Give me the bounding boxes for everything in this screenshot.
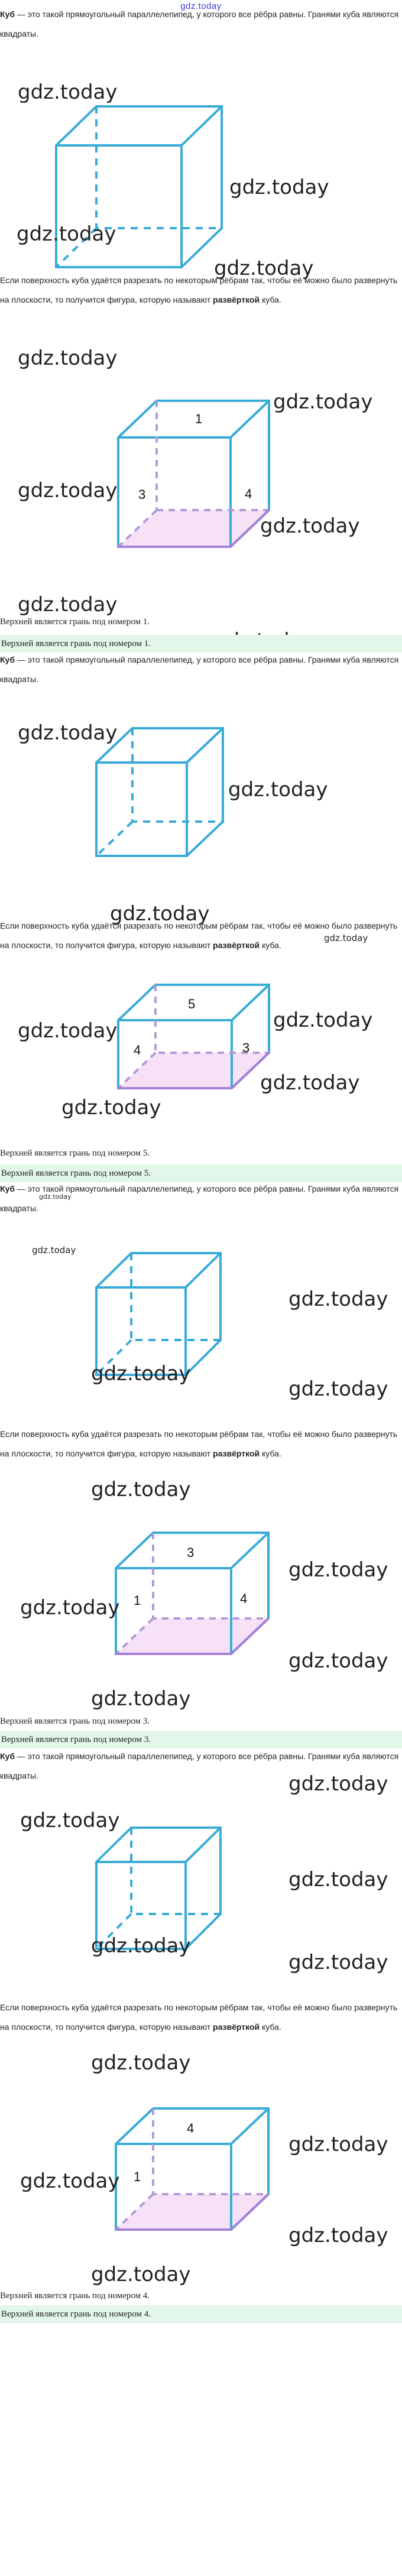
watermark: gdz.today bbox=[20, 1809, 120, 1832]
term-cube: Куб bbox=[0, 655, 15, 664]
face-top-label: 3 bbox=[187, 1545, 194, 1560]
answer-text: Верхней является грань под номером 4. bbox=[0, 2291, 150, 2301]
watermark: gdz.today bbox=[39, 1193, 72, 1201]
unfold-definition: Если поверхность куба удаётся разрезать по некоторым рёбрам так, чтобы её можно было развернуть на плоскости, то получится фигура, которую называют развёрткой куба. bbox=[0, 275, 398, 304]
watermark: gdz.today bbox=[18, 1019, 118, 1043]
watermark: gdz.today bbox=[91, 1934, 191, 1958]
term-unfold: развёрткой bbox=[213, 1449, 260, 1458]
watermark: gdz.today bbox=[18, 593, 118, 617]
term-cube: Куб bbox=[0, 9, 15, 19]
definition-text: — это такой прямоугольный параллелепипед, у которого все рёбра равны. Гранями куба являются квадраты. bbox=[0, 1751, 399, 1780]
answer-banner: Верхней является грань под номером 5. bbox=[0, 1164, 402, 1182]
watermark: gdz.today bbox=[288, 1868, 388, 1892]
watermark: gdz.today bbox=[91, 2263, 191, 2286]
watermark: gdz.today bbox=[288, 1951, 388, 1974]
face-right-label: 4 bbox=[240, 1591, 248, 1606]
unfold-definition: Если поверхность куба удаётся разрезать по некоторым рёбрам так, чтобы её можно было развернуть на плоскости, то получится фигура, которую называют развёрткой куба. bbox=[0, 2003, 398, 2032]
watermark: gdz.today bbox=[91, 1362, 191, 1386]
watermark: gdz.today bbox=[18, 80, 118, 104]
definition-text: — это такой прямоугольный параллелепипед, у которого все рёбра равны. Гранями куба являются квадраты. bbox=[0, 655, 399, 684]
face-left-label: 1 bbox=[134, 2169, 141, 2184]
watermark: gdz.today bbox=[273, 1008, 373, 1032]
site-title[interactable]: gdz.today bbox=[180, 1, 222, 11]
watermark: gdz.today bbox=[288, 1377, 388, 1401]
watermark: gdz.today bbox=[324, 933, 368, 943]
answer-banner: Верхней является грань под номером 3. bbox=[0, 1731, 402, 1748]
watermark: gdz.today bbox=[32, 1245, 76, 1255]
watermark: gdz.today bbox=[17, 222, 116, 246]
answer-banner: Верхней является грань под номером 1. bbox=[0, 635, 402, 653]
watermark: gdz.today bbox=[260, 514, 360, 538]
watermark: gdz.today bbox=[91, 2051, 191, 2075]
watermark: gdz.today bbox=[288, 1287, 388, 1311]
watermark: gdz.today bbox=[20, 2169, 120, 2193]
watermark: gdz.today bbox=[18, 479, 118, 502]
term-unfold: развёрткой bbox=[213, 2022, 260, 2032]
answer-text: Верхней является грань под номером 1. bbox=[0, 617, 150, 627]
watermark: gdz.today bbox=[288, 1649, 388, 1673]
unfold-definition: Если поверхность куба удаётся разрезать по некоторым рёбрам так, чтобы её можно было развернуть на плоскости, то получится фигура, которую называют развёрткой куба. bbox=[0, 921, 398, 950]
watermark: gdz.today bbox=[91, 1687, 191, 1711]
face-top-label: 5 bbox=[188, 997, 196, 1011]
face-left-label: 1 bbox=[134, 1593, 141, 1608]
definition-text: — это такой прямоугольный параллелепипед, у которого все рёбра равны. Гранями куба являются квадраты. bbox=[0, 1184, 399, 1213]
term-unfold: развёрткой bbox=[213, 940, 260, 950]
face-left-label: 3 bbox=[138, 487, 146, 502]
watermark: gdz.today bbox=[91, 1478, 191, 1501]
watermark: gdz.today bbox=[228, 778, 328, 802]
unfold-definition: Если поверхность куба удаётся разрезать по некоторым рёбрам так, чтобы её можно было развернуть на плоскости, то получится фигура, которую называют развёрткой куба. bbox=[0, 1429, 398, 1458]
watermark: gdz.today bbox=[20, 1596, 120, 1620]
face-top-label: 1 bbox=[195, 411, 203, 426]
term-unfold: развёрткой bbox=[213, 295, 260, 304]
watermark: gdz.today bbox=[288, 1772, 388, 1796]
face-left-label: 4 bbox=[134, 1043, 141, 1057]
watermark: gdz.today bbox=[288, 1558, 388, 1582]
watermark: gdz.today bbox=[61, 1096, 161, 1120]
watermark: gdz.today bbox=[260, 1071, 360, 1095]
term-cube: Куб bbox=[0, 1184, 15, 1193]
answer-banner: Верхней является грань под номером 4. bbox=[0, 2305, 402, 2323]
watermark: gdz.today bbox=[288, 2224, 388, 2247]
answer-text: Верхней является грань под номером 3. bbox=[0, 1717, 150, 1726]
watermark: gdz.today bbox=[229, 176, 329, 199]
face-right-label: 3 bbox=[242, 1040, 250, 1055]
watermark: gdz.today bbox=[288, 2133, 388, 2156]
term-cube: Куб bbox=[0, 1751, 15, 1761]
watermark: gdz.today bbox=[18, 721, 118, 745]
answer-text: Верхней является грань под номером 5. bbox=[0, 1149, 150, 1158]
face-right-label: 4 bbox=[245, 486, 252, 501]
watermark: gdz.today bbox=[18, 346, 118, 370]
watermark: gdz.today bbox=[214, 257, 314, 280]
definition-text: — это такой прямоугольный параллелепипед, у которого все рёбра равны. Гранями куба являются квадраты. bbox=[0, 9, 399, 38]
face-top-label: 4 bbox=[187, 2121, 194, 2136]
watermark: gdz.today bbox=[273, 390, 373, 414]
watermark: gdz.today bbox=[110, 902, 210, 926]
